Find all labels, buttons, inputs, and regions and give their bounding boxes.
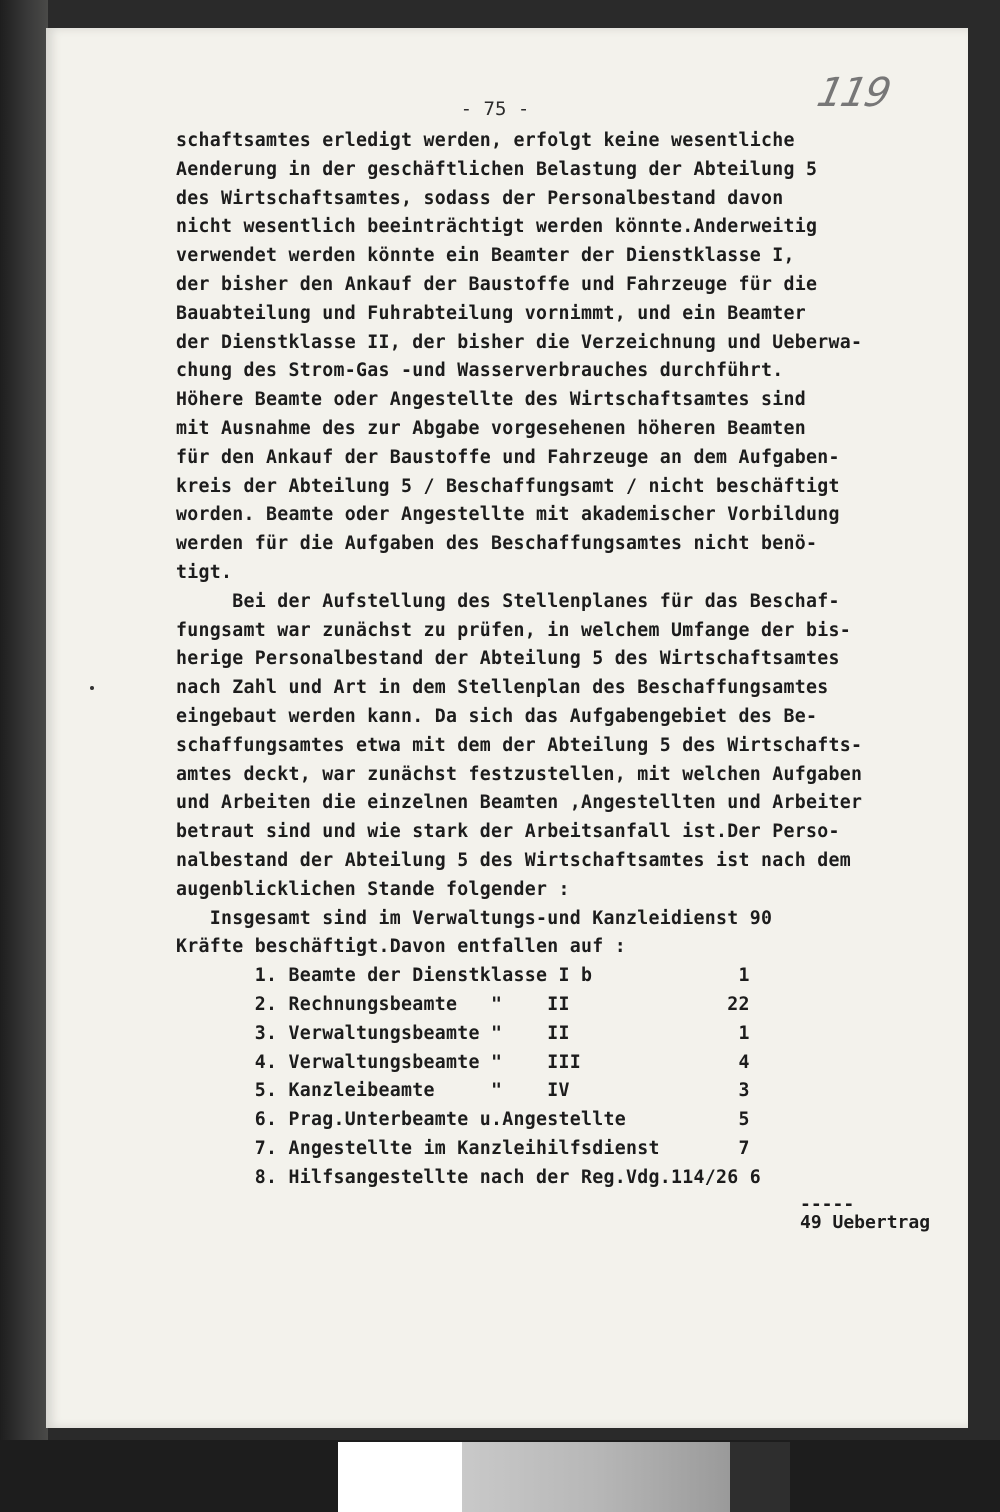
text-line: mit Ausnahme des zur Abgabe vorgesehenen höheren Beamten <box>176 417 806 439</box>
typed-body-text <box>176 127 946 1192</box>
page-number: - 75 - <box>460 98 530 120</box>
text-line: worden. Beamte oder Angestellte mit akademischer Vorbildung <box>176 504 840 526</box>
calibration-gray-patch <box>462 1442 730 1512</box>
calibration-dark-patch <box>730 1442 790 1512</box>
text-line: der Dienstklasse II, der bisher die Verzeichnung und Ueberwa- <box>176 331 863 353</box>
text-line: nicht wesentlich beeinträchtigt werden könnte.Anderweitig <box>176 216 818 238</box>
text-line: nach Zahl und Art in dem Stellenplan des Beschaffungsamtes <box>176 677 829 699</box>
text-line: Bauabteilung und Fuhrabteilung vornimmt, und ein Beamter <box>176 302 806 324</box>
text-line: 2. Rechnungsbeamte " II 22 <box>176 993 750 1015</box>
text-line: kreis der Abteilung 5 / Beschaffungsamt / nicht beschäftigt <box>176 475 840 497</box>
text-line: Bei der Aufstellung des Stellenplanes für das Beschaf- <box>176 590 840 612</box>
calibration-white-patch <box>338 1442 462 1512</box>
text-line: 8. Hilfsangestellte nach der Reg.Vdg.114/26 6 <box>176 1166 761 1188</box>
text-line: 7. Angestellte im Kanzleihilfsdienst 7 <box>176 1137 750 1159</box>
text-line: augenblicklichen Stande folgender : <box>176 878 570 900</box>
text-line: des Wirtschaftsamtes, sodass der Personalbestand davon <box>176 187 784 209</box>
text-line: Höhere Beamte oder Angestellte des Wirtschaftsamtes sind <box>176 389 806 411</box>
text-line: chung des Strom-Gas -und Wasserverbrauches durchführt. <box>176 360 784 382</box>
text-line: nalbestand der Abteilung 5 des Wirtschaftsamtes ist nach dem <box>176 849 851 871</box>
text-line: 5. Kanzleibeamte " IV 3 <box>176 1080 750 1102</box>
text-line: Insgesamt sind im Verwaltungs-und Kanzleidienst 90 <box>176 907 773 929</box>
book-binding <box>0 0 48 1512</box>
text-line: betraut sind und wie stark der Arbeitsanfall ist.Der Perso- <box>176 821 840 843</box>
text-line: verwendet werden könnte ein Beamter der Dienstklasse I, <box>176 245 795 267</box>
text-line: der bisher den Ankauf der Baustoffe und Fahrzeuge für die <box>176 273 818 295</box>
text-line: für den Ankauf der Baustoffe und Fahrzeuge an dem Aufgaben- <box>176 446 840 468</box>
sum-rule: ----- <box>800 1194 855 1215</box>
text-line: schaftsamtes erledigt werden, erfolgt keine wesentliche <box>176 130 795 151</box>
handwritten-folio-number: 119 <box>813 70 894 116</box>
text-line: 3. Verwaltungsbeamte " II 1 <box>176 1022 750 1044</box>
text-line: Aenderung in der geschäftlichen Belastung der Abteilung 5 <box>176 158 818 180</box>
text-line: amtes deckt, war zunächst festzustellen, mit welchen Aufgaben <box>176 763 863 785</box>
text-line: werden für die Aufgaben des Beschaffungsamtes nicht benö- <box>176 533 818 555</box>
text-line: 6. Prag.Unterbeamte u.Angestellte 5 <box>176 1109 750 1131</box>
text-line: herige Personalbestand der Abteilung 5 des Wirtschaftsamtes <box>176 648 840 670</box>
text-line: tigt. <box>176 561 233 583</box>
margin-mark <box>90 686 94 690</box>
text-line: eingebaut werden kann. Da sich das Aufgabengebiet des Be- <box>176 705 818 727</box>
carryover-total: 49 Uebertrag <box>800 1212 931 1233</box>
text-line: fungsamt war zunächst zu prüfen, in welchem Umfange der bis- <box>176 619 851 641</box>
text-line: 1. Beamte der Dienstklasse I b 1 <box>176 965 750 987</box>
text-line: Kräfte beschäftigt.Davon entfallen auf : <box>176 936 626 958</box>
text-line: 4. Verwaltungsbeamte " III 4 <box>176 1051 750 1073</box>
text-line: schaffungsamtes etwa mit dem der Abteilung 5 des Wirtschafts- <box>176 734 863 756</box>
text-line: und Arbeiten die einzelnen Beamten ,Angestellten und Arbeiter <box>176 792 863 814</box>
